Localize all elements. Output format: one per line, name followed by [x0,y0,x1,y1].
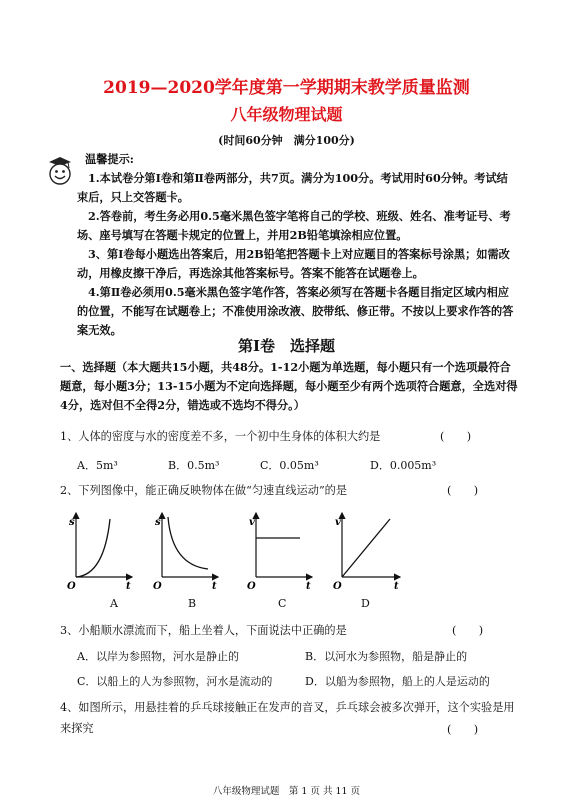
question-3-text: 3、小船顺水漂流而下，船上坐着人，下面说法中正确的是 [60,624,347,637]
graph-a [67,513,132,590]
question-2-answer-paren: ( ) [447,484,479,497]
tips-heading: 温馨提示: [85,152,134,166]
smiley-graduate-icon [46,156,74,190]
question-3-answer-paren: ( ) [452,624,484,637]
q1-option-b: B．0.5m³ [168,459,220,472]
graph-c-xlabel: t [306,581,311,590]
graph-a-ylabel: s [69,517,75,528]
graph-d-ylabel: v [335,517,341,528]
graph-c-origin: O [247,581,256,590]
graph-a-letter: A [110,597,118,610]
q1-option-d: D．0.005m³ [370,459,437,472]
graph-b-xlabel: t [212,581,217,590]
q1-option-c: C．0.05m³ [260,459,319,472]
page-footer: 八年级物理试题 第 1 页 共 11 页 [212,786,361,797]
graph-d-line [342,519,390,577]
graph-a-xlabel: t [126,581,131,590]
q3-option-b: B．以河水为参照物，船是静止的 [305,650,468,663]
q3-option-c: C．以船上的人为参照物，河水是流动的 [77,675,273,688]
q2-graphs [60,505,420,590]
graph-b-curve [168,517,208,569]
question-2-text: 2、下列图像中，能正确反映物体在做“匀速直线运动”的是 [60,484,348,497]
q1-option-a: A．5m³ [77,459,118,472]
tip-item-3: 3、第Ⅰ卷每小题选出答案后，用2B铅笔把答题卡上对应题目的答案标号涂黑；如需改动，用橡皮擦干净后，再选涂其他答案标号。答案不能答在试题卷上。 [77,247,510,280]
graph-b [153,513,218,590]
graph-d-letter: D [361,597,370,610]
graph-b-ylabel: s [155,517,161,528]
time-note: (时间60分钟 满分100分) [218,134,355,147]
exam-title: 2019—2020学年度第一学期期末教学质量监测 [103,78,470,98]
question-4-answer-paren: ( ) [447,723,479,736]
tip-item-1: 1.本试卷分第Ⅰ卷和第Ⅱ卷两部分，共7页。满分为100分。考试用时60分钟。考试结束后，只上交答题卡。 [77,171,508,204]
tips-block [77,150,517,340]
graph-b-letter: B [188,597,197,610]
question-1-text: 1、人体的密度与水的密度差不多，一个初中生身体的体积大约是 [60,430,381,443]
section-title: 第Ⅰ卷 选择题 [237,337,336,355]
section-intro: 一、选择题（本大题共15小题，共48分。1-12小题为单选题，每小题只有一个选项最符合题意，每小题3分；13-15小题为不定向选择题，每小题至少有两个选项符合题意，全选对得4分，选对但不全得2分，错选或不选均不得分。） [60,360,518,412]
q3-option-d: D．以船为参照物，船上的人是运动的 [305,675,490,688]
graph-c-letter: C [278,597,287,610]
tip-item-2: 2.答卷前，考生务必用0.5毫米黑色签字笔将自己的学校、班级、姓名、准考证号、考场、座号填写在答题卡规定的位置上，并用2B铅笔填涂相应位置。 [77,209,511,242]
graph-a-origin: O [67,581,76,590]
graph-b-origin: O [153,581,162,590]
exam-subtitle: 八年级物理试题 [230,105,343,124]
graph-c-ylabel: v [249,517,255,528]
question-1-answer-paren: ( ) [440,430,472,443]
q3-option-a: A．以岸为参照物，河水是静止的 [77,650,239,663]
tip-item-4: 4.第Ⅱ卷必须用0.5毫米黑色签字笔作答，答案必须写在答题卡各题目指定区域内相应的位置，不能写在试题卷上；不准使用涂改液、胶带纸、修正带。不按以上要求作答的答案无效。 [77,285,514,337]
graph-c [247,513,312,590]
graph-d-origin: O [333,581,342,590]
graph-d [333,513,400,590]
question-4-text: 4、如图所示，用悬挂着的乒乓球接触正在发声的音叉，乒乓球会被多次弹开，这个实验是用来探究 [60,701,515,735]
graph-d-xlabel: t [394,581,399,590]
graph-a-curve [76,519,110,577]
